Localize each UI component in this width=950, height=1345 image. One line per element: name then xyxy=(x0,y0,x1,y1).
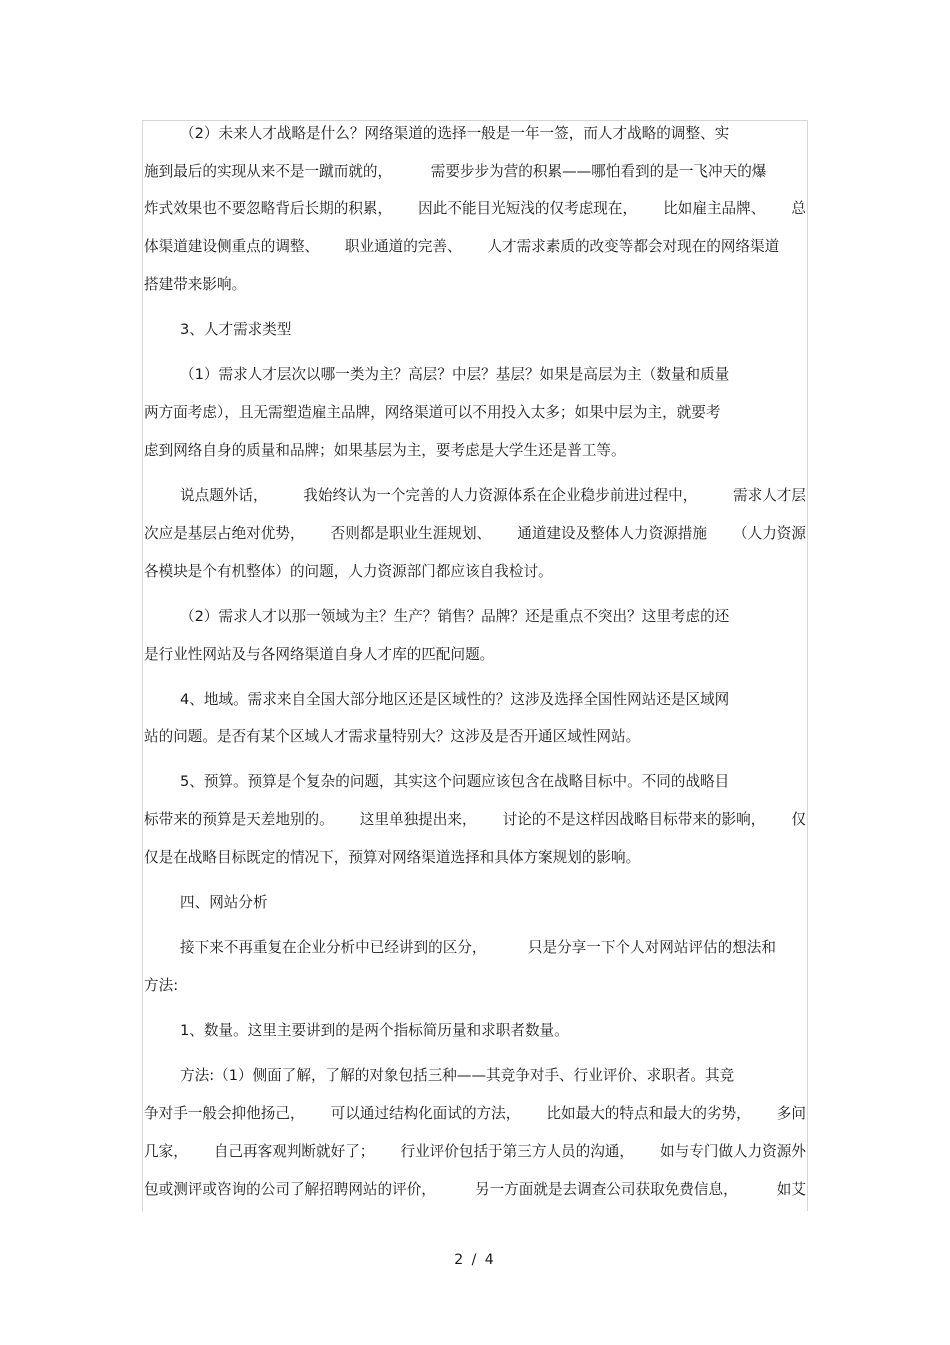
text-line: （1）需求人才层次以哪一类为主？高层？中层？基层？如果是高层为主（数量和质量 xyxy=(180,366,730,383)
text-line: 两方面考虑），且无需塑造雇主品牌，网络渠道可以不用投入太多；如果中层为主，就要考 xyxy=(144,404,721,421)
text-line: 次应是基层占绝对优势， 否则都是职业生涯规划、 通道建设及整体人力资源措施 （人力资源 xyxy=(144,525,806,542)
text-line: （2）未来人才战略是什么？网络渠道的选择一般是一年一签，而人才战略的调整、实 xyxy=(180,125,730,142)
section-heading: 四、网站分析 xyxy=(180,894,268,911)
text-line: 4、地域。需求来自全国大部分地区还是区域性的？这涉及选择全国性网站还是区域网 xyxy=(180,691,730,708)
text-line: 搭建带来影响。 xyxy=(144,276,247,293)
text-line: 接下来不再重复在企业分析中已经讲到的区分， 只是分享一下个人对网站评估的想法和 xyxy=(180,939,776,956)
text-line: 说点题外话， 我始终认为一个完善的人力资源体系在企业稳步前进过程中， 需求人才层 xyxy=(180,487,806,504)
text-line: 站的问题。是否有某个区域人才需求量特别大？这涉及是否开通区域性网站。 xyxy=(144,728,641,745)
section-heading: 3、人才需求类型 xyxy=(180,321,292,338)
text-line: 仅是在战略目标既定的情况下，预算对网络渠道选择和具体方案规划的影响。 xyxy=(144,849,641,866)
text-line: 炸式效果也不要忽略背后长期的积累， 因此不能目光短浅的仅考虑现在， 比如雇主品牌、 总 xyxy=(144,200,806,217)
page-number: 2 / 4 xyxy=(454,1252,496,1268)
text-line: 施到最后的实现从来不是一蹴而就的， 需要步步为营的积累——哪怕看到的是一飞冲天的爆 xyxy=(144,163,767,180)
text-line: 几家， 自己再客观判断就好了； 行业评价包括于第三方人员的沟通， 如与专门做人力资源外 xyxy=(144,1143,806,1160)
text-line: 方法:（1）侧面了解，了解的对象包括三种——其竞争对手、行业评价、求职者。其竞 xyxy=(180,1067,735,1084)
text-line: 标带来的预算是天差地别的。 这里单独提出来， 讨论的不是这样因战略目标带来的影响， 仅 xyxy=(144,811,806,828)
text-line: 包或测评或咨询的公司了解招聘网站的评价， 另一方面就是去调查公司获取免费信息， 如艾 xyxy=(144,1181,806,1198)
text-line: 争对手一般会抑他扬己， 可以通过结构化面试的方法， 比如最大的特点和最大的劣势， 多问 xyxy=(144,1105,806,1122)
text-line: （2）需求人才以那一领域为主？生产？销售？品牌？还是重点不突出？这里考虑的还 xyxy=(180,608,730,625)
text-line: 体渠道建设侧重点的调整、 职业通道的完善、 人才需求素质的改变等都会对现在的网络渠道 xyxy=(144,238,780,255)
text-line: 方法: xyxy=(144,977,179,994)
text-line: 各模块是个有机整体）的问题，人力资源部门都应该自我检讨。 xyxy=(144,563,553,580)
text-line: 5、预算。预算是个复杂的问题，其实这个问题应该包含在战略目标中。不同的战略目 xyxy=(180,773,730,790)
text-line: 虑到网络自身的质量和品牌；如果基层为主，要考虑是大学生还是普工等。 xyxy=(144,442,626,459)
text-line: 是行业性网站及与各网络渠道自身人才库的匹配问题。 xyxy=(144,646,495,663)
text-line: 1、数量。这里主要讲到的是两个指标简历量和求职者数量。 xyxy=(180,1022,569,1039)
